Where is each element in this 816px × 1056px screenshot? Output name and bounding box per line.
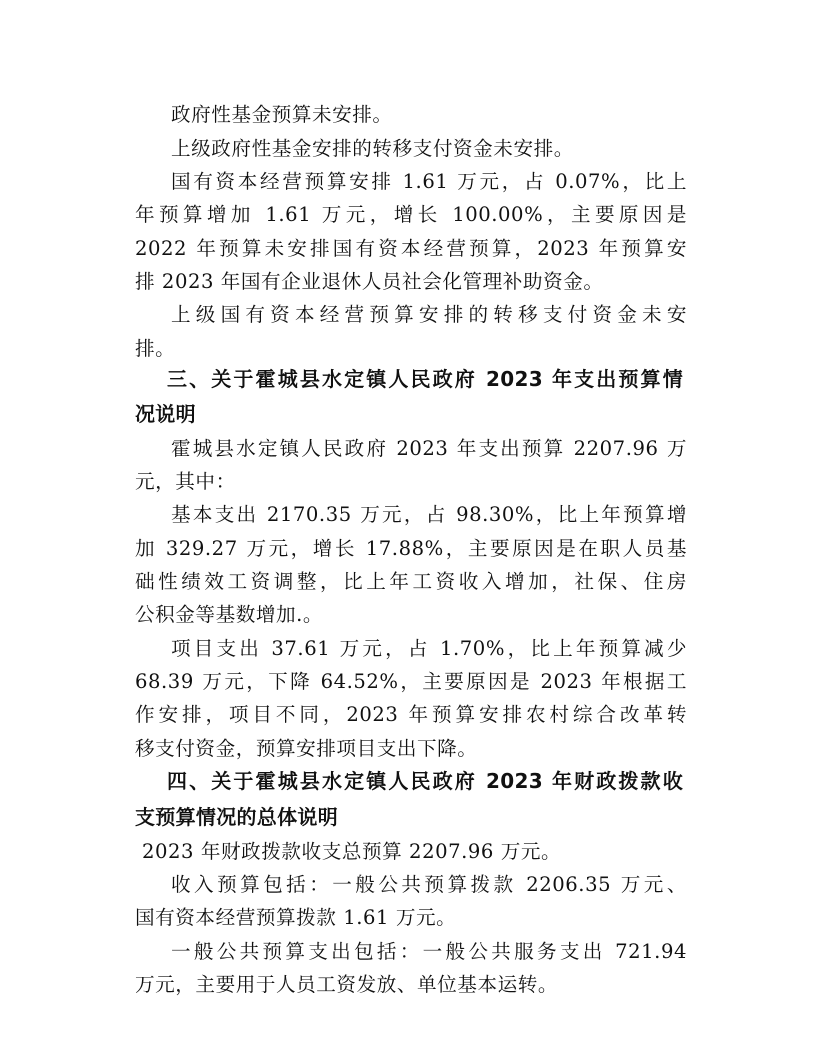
paragraph-line: 收入预算包括：一般公共预算拨款 2206.35 万元、 xyxy=(171,873,687,896)
paragraph-line: 2023 年财政拨款收支总预算 2207.96 万元。 xyxy=(142,840,562,863)
paragraph-line: 公积金等基数增加.。 xyxy=(135,603,324,626)
paragraph-line: 政府性基金预算未安排。 xyxy=(171,103,393,126)
paragraph-line: 国有资本经营预算拨款 1.61 万元。 xyxy=(135,906,457,929)
section-heading: 四、关于霍城县水定镇人民政府 2023 年财政拨款收 xyxy=(167,769,683,793)
paragraph-line: 基本支出 2170.35 万元，占 98.30%，比上年预算增 xyxy=(171,503,687,526)
paragraph-line: 国有资本经营预算安排 1.61 万元，占 0.07%，比上 xyxy=(171,170,687,193)
paragraph-line: 础性绩效工资调整，比上年工资收入增加，社保、住房 xyxy=(135,570,687,593)
paragraph-line: 一般公共预算支出包括：一般公共服务支出 721.94 xyxy=(171,940,687,963)
paragraph-line: 68.39 万元，下降 64.52%，主要原因是 2023 年根据工 xyxy=(135,670,687,693)
section-heading: 三、关于霍城县水定镇人民政府 2023 年支出预算情 xyxy=(167,367,683,391)
paragraph-line: 元，其中： xyxy=(135,470,236,493)
paragraph-line: 年预算增加 1.61 万元，增长 100.00%，主要原因是 xyxy=(135,203,687,226)
paragraph-line: 上级国有资本经营预算安排的转移支付资金未安 xyxy=(171,303,687,326)
section-heading: 况说明 xyxy=(135,402,196,426)
paragraph-line: 上级政府性基金安排的转移支付资金未安排。 xyxy=(171,137,574,160)
paragraph-line: 2022 年预算未安排国有资本经营预算，2023 年预算安 xyxy=(135,237,687,260)
paragraph-line: 加 329.27 万元，增长 17.88%，主要原因是在职人员基 xyxy=(135,537,687,560)
paragraph-line: 万元，主要用于人员工资发放、单位基本运转。 xyxy=(135,973,559,996)
paragraph-line: 排 2023 年国有企业退休人员社会化管理补助资金。 xyxy=(135,270,604,293)
paragraph-line: 项目支出 37.61 万元，占 1.70%，比上年预算减少 xyxy=(171,637,687,660)
paragraph-line: 霍城县水定镇人民政府 2023 年支出预算 2207.96 万 xyxy=(171,437,687,460)
section-heading: 支预算情况的总体说明 xyxy=(135,805,338,829)
paragraph-line: 移支付资金，预算安排项目支出下降。 xyxy=(135,737,478,760)
paragraph-line: 排。 xyxy=(135,337,176,360)
paragraph-line: 作安排，项目不同，2023 年预算安排农村综合改革转 xyxy=(135,703,687,726)
